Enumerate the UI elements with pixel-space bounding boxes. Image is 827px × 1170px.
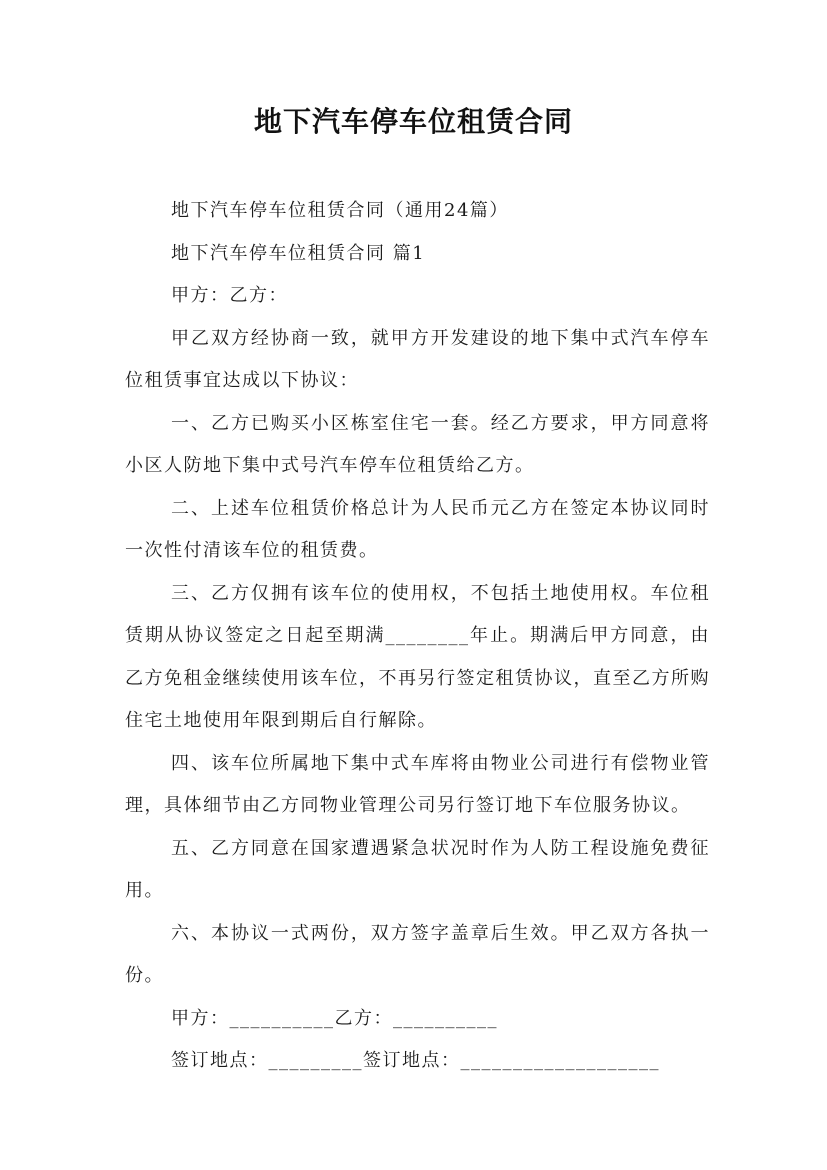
document-body — [125, 190, 710, 1083]
clause-6: 六、本协议一式两份，双方签字盖章后生效。甲乙双方各执一份。 — [125, 922, 710, 986]
signature-parties-line: 甲方：__________乙方：__________ — [171, 1007, 498, 1029]
section-heading: 地下汽车停车位租赁合同 篇1 — [171, 242, 426, 264]
document-title: 地下汽车停车位租赁合同 — [253, 105, 573, 138]
clause-1: 一、乙方已购买小区栋室住宅一套。经乙方要求，甲方同意将小区人防地下集中式号汽车停车位租赁给乙方。 — [125, 412, 710, 476]
preamble-paragraph: 甲乙双方经协商一致，就甲方开发建设的地下集中式汽车停车位租赁事宜达成以下协议： — [125, 327, 710, 391]
parties-line: 甲方：乙方： — [171, 285, 288, 306]
signing-location-line: 签订地点：_________签订地点：___________________ — [171, 1050, 660, 1071]
subtitle-paragraph: 地下汽车停车位租赁合同（通用24篇） — [171, 200, 509, 221]
clause-2: 二、上述车位租赁价格总计为人民币元乙方在签定本协议同时一次性付清该车位的租赁费。 — [125, 497, 710, 561]
clause-5: 五、乙方同意在国家遭遇紧急状况时作为人防工程设施免费征用。 — [125, 837, 710, 901]
clause-3: 三、乙方仅拥有该车位的使用权，不包括土地使用权。车位租赁期从协议签定之日起至期满________年止。期满后甲方同意，由乙方免租金继续使用该车位，不再另行签定租赁协议，直至乙方所购住宅土地使用年限到期后自行解除。 — [125, 582, 710, 731]
clause-4: 四、该车位所属地下集中式车库将由物业公司进行有偿物业管理，具体细节由乙方同物业管理公司另行签订地下车位服务协议。 — [125, 752, 710, 816]
